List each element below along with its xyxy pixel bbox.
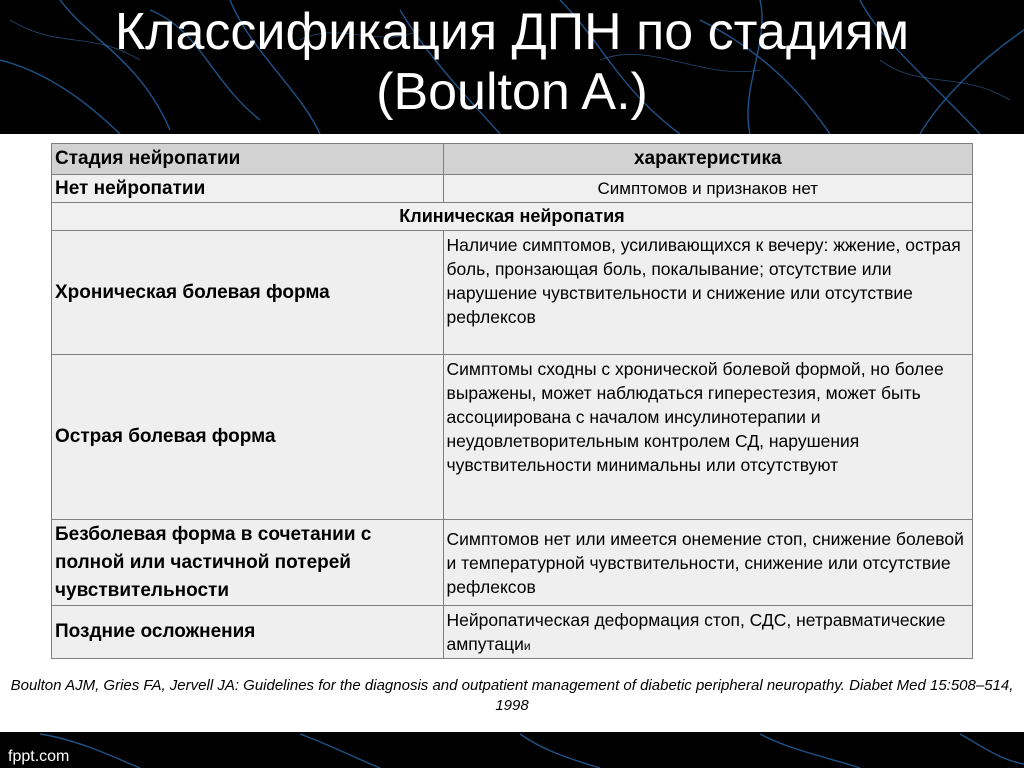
characteristic-late-tail: и	[523, 639, 531, 653]
characteristic-late	[443, 606, 972, 659]
stage-late: Поздние осложнения	[52, 606, 444, 659]
table-header-row	[52, 144, 973, 175]
header-characteristic: характеристика	[443, 144, 972, 175]
stage-acute: Острая болевая форма	[52, 355, 444, 520]
stage-none: Нет нейропатии	[52, 175, 444, 203]
table-row	[52, 175, 973, 203]
slide-title	[0, 2, 1024, 122]
table-row	[52, 520, 973, 606]
header-stage: Стадия нейропатии	[52, 144, 444, 175]
clinical-neuropathy-label: Клиническая нейропатия	[52, 203, 973, 231]
characteristic-painless: Симптомов нет или имеется онемение стоп, снижение болевой и температурной чувствительности, снижение или отсутствие рефлексов	[443, 520, 972, 606]
footer-brand: fppt.com	[8, 748, 70, 765]
slide-content	[0, 134, 1024, 732]
characteristic-chronic: Наличие симптомов, усиливающихся к вечеру: жжение, острая боль, пронзающая боль, покалывание; отсутствие или нарушение чувствительности и снижение или отсутствие рефлексов	[443, 231, 972, 355]
table-row	[52, 606, 973, 659]
characteristic-acute: Симптомы сходны с хронической болевой формой, но более выражены, может наблюдаться гиперестезия, может быть ассоциирована с началом инсулинотерапии и неудовлетворительным контролем СД, нарушения чувствительности минимальны или отсутствуют	[443, 355, 972, 520]
citation: Boulton AJM, Gries FA, Jervell JA: Guidelines for the diagnosis and outpatient management of diabetic peripheral neuropathy. Diabet Med 15:508–514, 1998	[10, 677, 1014, 714]
stage-chronic: Хроническая болевая форма	[52, 231, 444, 355]
table-row	[52, 203, 973, 231]
stages-table	[51, 143, 973, 659]
characteristic-none: Симптомов и признаков нет	[443, 175, 972, 203]
slide-title-line1: Классификация ДПН по стадиям	[114, 3, 910, 61]
stage-painless: Безболевая форма в сочетании с полной или частичной потерей чувствительности	[52, 520, 444, 606]
table-row	[52, 231, 973, 355]
characteristic-late-text: Нейропатическая деформация стоп, СДС, нетравматические ампутаци	[446, 610, 946, 654]
slide-title-line2: (Boulton A.)	[376, 63, 648, 121]
table-row	[52, 355, 973, 520]
